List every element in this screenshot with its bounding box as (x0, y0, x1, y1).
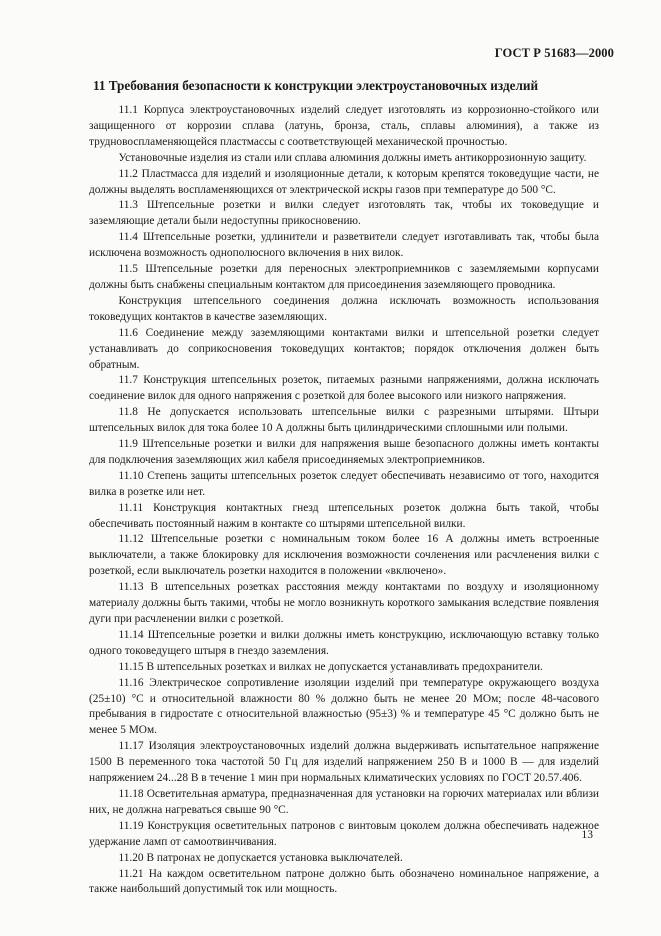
paragraph: 11.18 Осветительная арматура, предназначенная для установки на горючих материалах или вблизи них, не должна нагреваться свыше 90 °С. (89, 787, 599, 816)
paragraph: 11.10 Степень защиты штепсельных розеток следует обеспечивать независимо от того, находится вилка в розетке или нет. (89, 469, 599, 498)
paragraph: 11.7 Конструкция штепсельных розеток, питаемых разными напряжениями, должна исключать соединение вилок для одного напряжения с розеткой для более высокого или низкого напряжения. (89, 374, 599, 403)
paragraph: 11.15 В штепсельных розетках и вилках не допускается устанавливать предохранители. (118, 660, 543, 673)
paragraph: 11.14 Штепсельные розетки и вилки должны иметь конструкцию, исключающую вставку только одного токоведущего штыря в гнездо заземления. (89, 628, 599, 657)
paragraph: 11.20 В патронах не допускается установка выключателей. (118, 851, 403, 864)
paragraph: 11.13 В штепсельных розетках расстояния между контактами по воздуху и изоляционному материалу должны быть такими, чтобы не могло возникнуть короткого замыкания вследствие появления дуги при расчленении вилки с розеткой. (89, 581, 599, 625)
paragraph: 11.6 Соединение между заземляющими контактами вилки и штепсельной розетки следует устанавливать до соприкосновения токоведущих контактов; порядок отключения должен быть обратным. (89, 326, 599, 371)
paragraph: 11.8 Не допускается использовать штепсельные вилки с разрезными штырями. Штыри штепсельных вилок для тока более 10 А должны быть цилиндрическими сплошными или полыми. (89, 406, 599, 435)
page-number: 13 (581, 829, 593, 841)
paragraph: Конструкция штепсельного соединения должна исключать возможность использования токоведущих контактов в качестве заземляющих. (89, 294, 599, 323)
section-heading: 11 Требования безопасности к конструкции электроустановочных изделий (93, 78, 539, 93)
paragraph: 11.11 Конструкция контактных гнезд штепсельных розеток должна быть такой, чтобы обеспечивать постоянный нажим в контакте со штырями штепсельной вилки. (89, 501, 599, 530)
paragraph: 11.1 Корпуса электроустановочных изделий следует изготовлять из коррозионно-стойкого или защищенного от коррозии сплава (латунь, бронза, сталь, сплавы алюминия), а также из трудновоспламеняющейся пластмассы с соответствующей механической прочностью. (89, 104, 599, 148)
section-body (89, 103, 599, 898)
paragraph: 11.3 Штепсельные розетки и вилки следует изготовлять так, чтобы их токоведущие и заземляющие детали были недоступны прикосновению. (89, 199, 599, 228)
document-standard-id: ГОСТ Р 51683—2000 (494, 46, 614, 60)
paragraph: 11.21 На каждом осветительном патроне должно быть обозначено номинальное напряжение, а также наибольший допустимый ток или мощность. (89, 867, 599, 896)
paragraph: 11.12 Штепсельные розетки с номинальным током более 16 А должны иметь встроенные выключатели, а также блокировку для исключения возможности сочленения или расчленения вилки с розеткой, если выключатель розетки находится в положении «включено». (89, 533, 599, 578)
paragraph: 11.5 Штепсельные розетки для переносных электроприемников с заземляемыми корпусами должны быть снабжены специальным контактом для присоединения заземляющего проводника. (89, 263, 599, 291)
paragraph: 11.19 Конструкция осветительных патронов с винтовым цоколем должна обеспечивать надежное удержание ламп от самоотвинчивания. (89, 819, 599, 848)
paragraph: 11.9 Штепсельные розетки и вилки для напряжения выше безопасного должны иметь контакты для подключения заземляющих жил кабеля присоединяемых электроприемников. (89, 438, 599, 466)
paragraph: 11.4 Штепсельные розетки, удлинители и разветвители следует изготавливать так, чтобы была исключена возможность однополюсного включения в них вилок. (89, 231, 599, 260)
paragraph: Установочные изделия из стали или сплава алюминия должны иметь антикоррозионную защиту. (118, 151, 587, 164)
paragraph: 11.17 Изоляция электроустановочных изделий должна выдерживать испытательное напряжение 1500 В переменного тока частотой 50 Гц для изделий напряжением 250 В и 1000 В — для изделий напряжением 24...28 В в течение 1 мин при нормальных климатических условиях по ГОСТ 20.57.406. (89, 740, 599, 785)
paragraph: 11.16 Электрическое сопротивление изоляции изделий при температуре окружающего воздуха (25±10) °С и относительной влажности 80 % должно быть не менее 20 МОм; после 48-часового пребывания в гидростате с относительной влажностью (95±3) % и температуре 45 °С должно быть не менее 5 МОм. (89, 676, 599, 737)
paragraph: 11.2 Пластмасса для изделий и изоляционные детали, к которым крепятся токоведущие части, не должны выделять воспламеняющихся от электрической искры газов при температуре до 500 °С. (89, 167, 599, 196)
